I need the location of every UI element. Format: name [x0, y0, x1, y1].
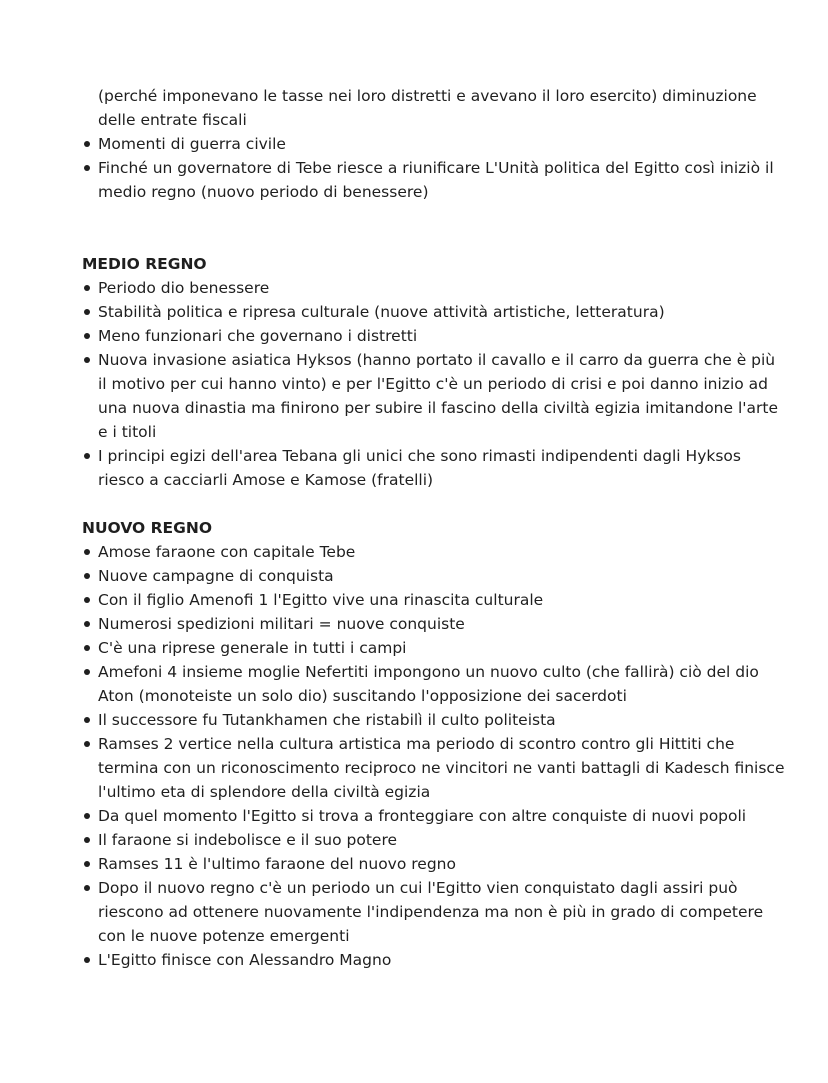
list-item: Amose faraone con capitale Tebe — [82, 540, 788, 564]
list-item: Nuova invasione asiatica Hyksos (hanno portato il cavallo e il carro da guerra che è più il motivo per cui hanno vinto) e per l'Egitto c'è un periodo di crisi e poi danno inizio ad una nuova dinastia ma finirono per subire il fascino della civiltà egizia imitandone l'arte e i titoli — [82, 348, 788, 444]
list-item: Periodo dio benessere — [82, 276, 788, 300]
list-item: Amefoni 4 insieme moglie Nefertiti impongono un nuovo culto (che fallirà) ciò del dio Aton (monoteiste un solo dio) suscitando l'opposizione dei sacerdoti — [82, 660, 788, 708]
list-item: Dopo il nuovo regno c'è un periodo un cui l'Egitto vien conquistato dagli assiri può riescono ad ottenere nuovamente l'indipendenza ma non è più in grado di competere con le nuove potenze emergenti — [82, 876, 788, 948]
medio-regno-bullet-list — [82, 276, 788, 492]
list-item: Con il figlio Amenofi 1 l'Egitto vive una rinascita culturale — [82, 588, 788, 612]
list-item: I principi egizi dell'area Tebana gli unici che sono rimasti indipendenti dagli Hyksos riesco a cacciarli Amose e Kamose (fratelli) — [82, 444, 788, 492]
list-item: L'Egitto finisce con Alessandro Magno — [82, 948, 788, 972]
list-item: Finché un governatore di Tebe riesce a riunificare L'Unità politica del Egitto così iniziò il medio regno (nuovo periodo di benessere) — [82, 156, 788, 204]
list-item: C'è una riprese generale in tutti i campi — [82, 636, 788, 660]
nuovo-regno-bullet-list — [82, 540, 788, 972]
intro-continuation-text: (perché imponevano le tasse nei loro distretti e avevano il loro esercito) diminuzione delle entrate fiscali — [98, 87, 757, 129]
list-item: Numerosi spedizioni militari = nuove conquiste — [82, 612, 788, 636]
list-item: Il successore fu Tutankhamen che ristabilì il culto politeista — [82, 708, 788, 732]
list-item: Stabilità politica e ripresa culturale (nuove attività artistiche, letteratura) — [82, 300, 788, 324]
list-item: Momenti di guerra civile — [82, 132, 788, 156]
list-item: Nuove campagne di conquista — [82, 564, 788, 588]
intro-bullet-list — [82, 132, 788, 204]
list-item: Il faraone si indebolisce e il suo potere — [82, 828, 788, 852]
list-item: Ramses 2 vertice nella cultura artistica ma periodo di scontro contro gli Hittiti che termina con un riconoscimento reciproco ne vincitori ne vanti battagli di Kadesch finisce l'ultimo eta di splendore della civiltà egizia — [82, 732, 788, 804]
section-heading-medio-regno: MEDIO REGNO — [82, 255, 207, 273]
list-item: Ramses 11 è l'ultimo faraone del nuovo regno — [82, 852, 788, 876]
list-item: Meno funzionari che governano i distretti — [82, 324, 788, 348]
list-item: Da quel momento l'Egitto si trova a fronteggiare con altre conquiste di nuovi popoli — [82, 804, 788, 828]
section-heading-nuovo-regno: NUOVO REGNO — [82, 519, 213, 537]
